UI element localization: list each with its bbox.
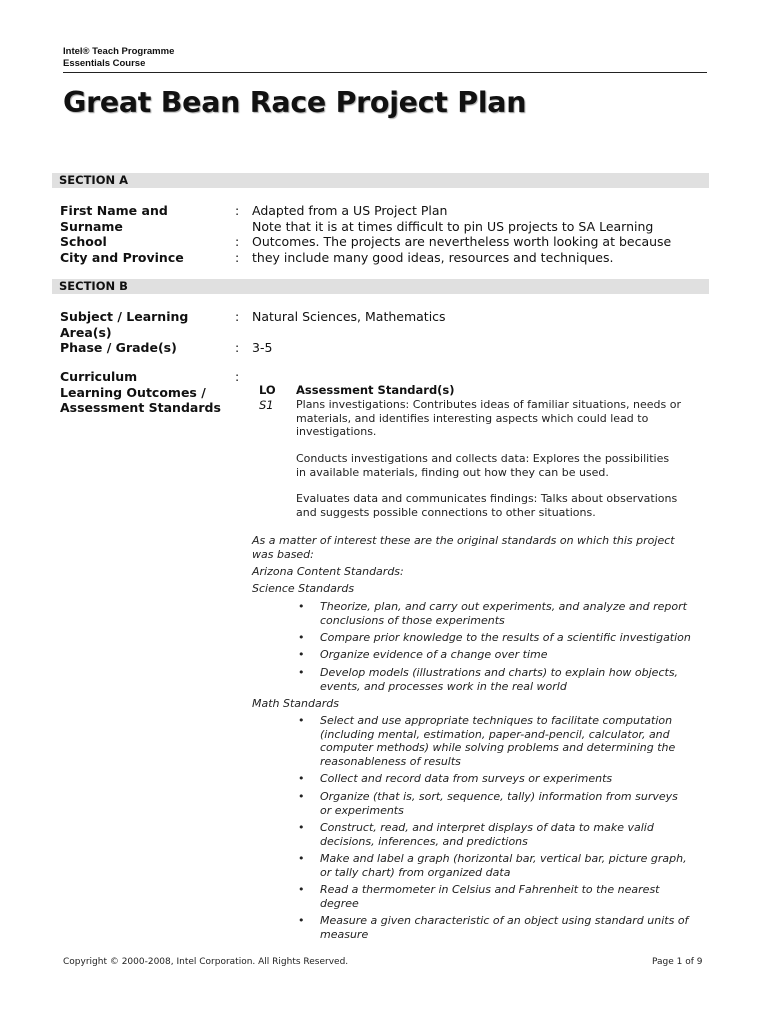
page-title: Great Bean Race Project Plan <box>63 86 527 119</box>
paragraph-line: Plans investigations: Contributes ideas of familiar situations, needs or <box>296 398 682 411</box>
section-a-heading: SECTION A <box>52 173 709 188</box>
bullet: • <box>298 772 305 785</box>
colon: : <box>235 309 240 324</box>
page-number: Page 1 of 9 <box>652 957 703 967</box>
science-item-4 <box>320 666 705 693</box>
math-item-3 <box>320 790 705 817</box>
bullet: • <box>298 631 305 644</box>
item-line: Select and use appropriate techniques to facilitate computation <box>320 714 673 727</box>
bullet: • <box>298 600 305 613</box>
colon: : <box>235 249 240 265</box>
label-surname: Surname <box>60 218 123 234</box>
paragraph-line: Evaluates data and communicates findings: Talks about observations <box>296 492 678 505</box>
label-learning-outcomes: Learning Outcomes / <box>60 384 206 400</box>
bullet: • <box>298 666 305 679</box>
label-first-name: First Name and <box>60 203 168 218</box>
colon: : <box>235 203 240 218</box>
label-school: School <box>60 234 107 249</box>
item-line: or tally chart) from organized data <box>320 865 511 879</box>
value-line-3: Outcomes. The projects are nevertheless worth looking at because <box>252 234 672 249</box>
label-city-province: City and Province <box>60 249 184 265</box>
header-line-1: Intel® Teach Programme <box>63 46 175 57</box>
running-header <box>63 46 707 73</box>
section-b-heading: SECTION B <box>52 279 709 294</box>
bullet: • <box>298 821 305 834</box>
paragraph-line: and suggests possible connections to other situations. <box>296 505 596 519</box>
math-item-7 <box>320 914 705 941</box>
label-assessment-standards: Assessment Standards <box>60 400 221 415</box>
paragraph-line: in available materials, finding out how they can be used. <box>296 465 609 479</box>
header-line-2: Essentials Course <box>63 58 146 69</box>
math-item-1 <box>320 714 705 768</box>
lo-header: LO <box>259 383 276 397</box>
item-line: Organize (that is, sort, sequence, tally) information from surveys <box>320 790 678 803</box>
item-line: events, and processes work in the real world <box>320 679 567 693</box>
assessment-paragraph-2 <box>296 452 706 479</box>
colon: : <box>235 369 240 384</box>
item-line: decisions, inferences, and predictions <box>320 834 528 848</box>
label-phase: Phase / Grade(s) <box>60 340 177 355</box>
bullet: • <box>298 883 305 896</box>
item-line: Read a thermometer in Celsius and Fahrenheit to the nearest <box>320 883 660 896</box>
assessment-paragraph-3 <box>296 492 706 519</box>
subject-value: Natural Sciences, Mathematics <box>252 309 446 324</box>
bullet: • <box>298 648 305 661</box>
paragraph-line: materials, and identifies interesting aspects which could lead to <box>296 411 649 425</box>
math-item-2 <box>320 772 705 786</box>
intro-line: was based: <box>252 547 314 561</box>
lo-number: S1 <box>259 398 274 412</box>
item-line: Organize evidence of a change over time <box>320 648 548 661</box>
item-line: measure <box>320 927 369 941</box>
arizona-heading: Arizona Content Standards: <box>252 565 404 578</box>
item-line: Theorize, plan, and carry out experiments, and analyze and report <box>320 600 687 613</box>
item-line: (including mental, estimation, paper-and-pencil, calculator, and <box>320 727 670 741</box>
math-item-5 <box>320 852 705 879</box>
item-line: conclusions of those experiments <box>320 613 505 627</box>
paragraph-line: investigations. <box>296 425 377 438</box>
intro-line: As a matter of interest these are the original standards on which this project <box>252 534 675 547</box>
bullet: • <box>298 852 305 865</box>
math-item-4 <box>320 821 705 848</box>
copyright-notice: Copyright © 2000-2008, Intel Corporation. All Rights Reserved. <box>63 957 349 967</box>
value-line-1: Adapted from a US Project Plan <box>252 203 448 218</box>
colon: : <box>235 234 240 249</box>
value-line-2: Note that it is at times difficult to pin US projects to SA Learning <box>252 218 654 234</box>
paragraph-line: Conducts investigations and collects data: Explores the possibilities <box>296 452 670 465</box>
item-line: Make and label a graph (horizontal bar, vertical bar, picture graph, <box>320 852 687 865</box>
science-standards-heading: Science Standards <box>252 582 355 595</box>
item-line: computer methods) while solving problems and determining the <box>320 741 676 754</box>
bullet: • <box>298 714 305 727</box>
original-standards-intro <box>252 534 702 561</box>
assessment-standards-header: Assessment Standard(s) <box>296 383 455 397</box>
item-line: Collect and record data from surveys or experiments <box>320 772 613 785</box>
item-line: Measure a given characteristic of an object using standard units of <box>320 914 689 927</box>
bullet: • <box>298 790 305 803</box>
assessment-paragraph-1 <box>296 398 706 439</box>
value-line-4: they include many good ideas, resources and techniques. <box>252 249 614 265</box>
phase-value: 3-5 <box>252 340 273 355</box>
label-subject: Subject / Learning <box>60 309 189 324</box>
item-line: Compare prior knowledge to the results of a scientific investigation <box>320 631 691 644</box>
science-item-1 <box>320 600 705 627</box>
colon: : <box>235 340 240 355</box>
science-item-3 <box>320 648 705 662</box>
item-line: degree <box>320 896 359 910</box>
item-line: Construct, read, and interpret displays of data to make valid <box>320 821 654 834</box>
bullet: • <box>298 914 305 927</box>
math-item-6 <box>320 883 705 910</box>
item-line: reasonableness of results <box>320 754 461 768</box>
science-item-2 <box>320 631 705 645</box>
math-standards-heading: Math Standards <box>252 697 339 710</box>
label-subject-cont: Area(s) <box>60 324 112 340</box>
label-curriculum: Curriculum <box>60 369 138 384</box>
item-line: or experiments <box>320 803 404 817</box>
item-line: Develop models (illustrations and charts) to explain how objects, <box>320 666 679 679</box>
